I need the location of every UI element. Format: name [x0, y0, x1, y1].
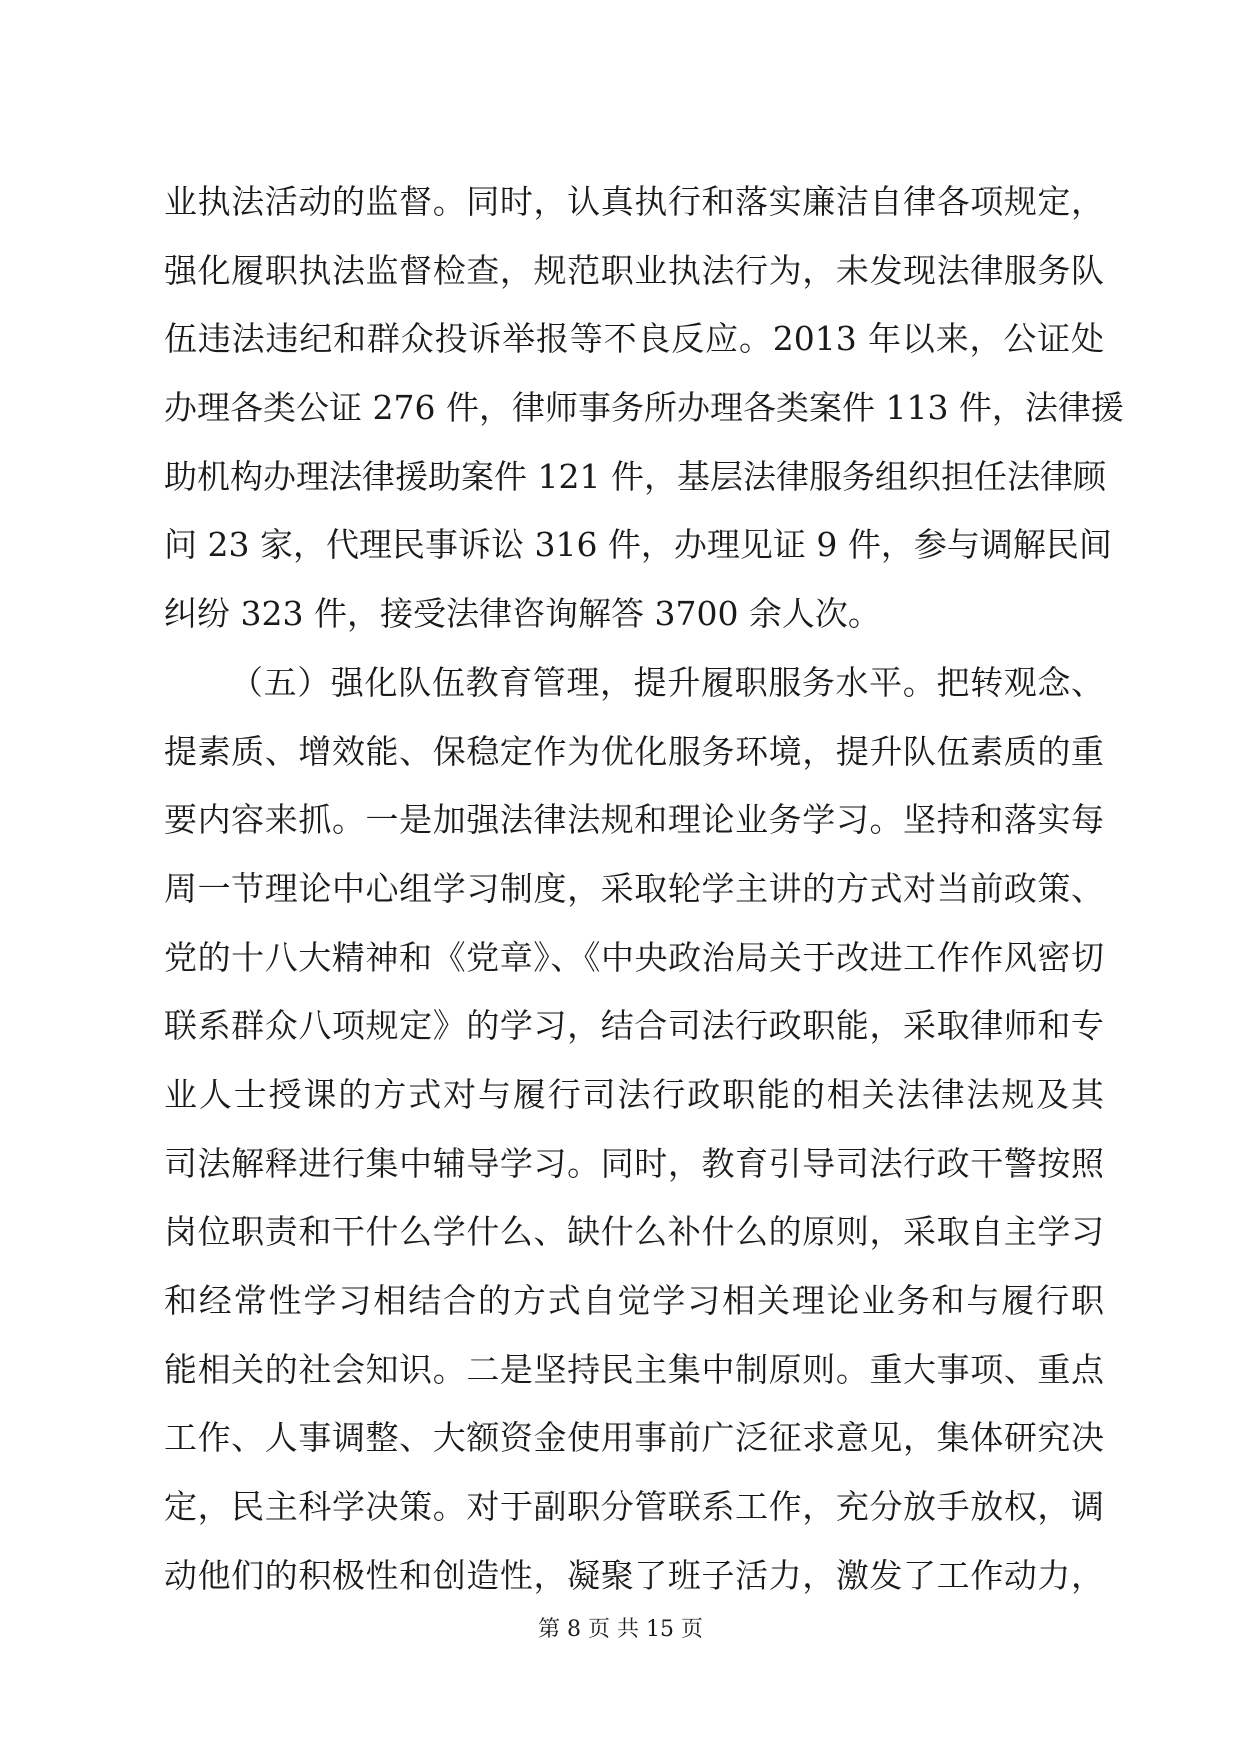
text-line: 岗位职责和干什么学什么、缺什么补什么的原则，采取自主学习	[164, 1212, 1104, 1252]
text-line: 工作、人事调整、大额资金使用事前广泛征求意见，集体研究决	[164, 1418, 1104, 1458]
text-line: 党的十八大精神和《党章》、《中央政治局关于改进工作作风密切	[164, 937, 1104, 977]
text-line: 强化履职执法监督检查，规范职业执法行为，未发现法律服务队	[164, 250, 1104, 290]
text-line: 助机构办理法律援助案件 121 件，基层法律服务组织担任法律顾	[164, 456, 1106, 496]
text-line: 要内容来抓。一是加强法律法规和理论业务学习。坚持和落实每	[164, 800, 1104, 840]
text-line: 能相关的社会知识。二是坚持民主集中制原则。重大事项、重点	[164, 1349, 1104, 1389]
text-line: 周一节理论中心组学习制度，采取轮学主讲的方式对当前政策、	[164, 868, 1104, 908]
text-line: 业人士授课的方式对与履行司法行政职能的相关法律法规及其	[164, 1074, 1104, 1114]
text-line: 动他们的积极性和创造性，凝聚了班子活力，激发了工作动力，	[164, 1555, 1104, 1595]
text-line: 问 23 家，代理民事诉讼 316 件，办理见证 9 件，参与调解民间	[164, 525, 1112, 565]
text-line: 定，民主科学决策。对于副职分管联系工作，充分放手放权，调	[164, 1487, 1104, 1527]
text-line: 和经常性学习相结合的方式自觉学习相关理论业务和与履行职	[164, 1281, 1104, 1320]
text-line: 联系群众八项规定》的学习，结合司法行政职能，采取律师和专	[164, 1006, 1104, 1046]
text-line: 纠纷 323 件，接受法律咨询解答 3700 余人次。	[164, 594, 881, 634]
text-line: 提素质、增效能、保稳定作为优化服务环境，提升队伍素质的重	[164, 731, 1104, 771]
page-footer: 第 8 页 共 15 页	[538, 1617, 703, 1642]
text-line: （五）强化队伍教育管理，提升履职服务水平。把转观念、	[230, 662, 1104, 702]
text-line: 伍违法违纪和群众投诉举报等不良反应。2013 年以来，公证处	[164, 319, 1104, 359]
text-line: 司法解释进行集中辅导学习。同时，教育引导司法行政干警按照	[164, 1143, 1104, 1183]
text-line: 办理各类公证 276 件，律师事务所办理各类案件 113 件，法律援	[164, 388, 1124, 428]
text-line: 业执法活动的监督。同时，认真执行和落实廉洁自律各项规定，	[164, 182, 1104, 221]
body-text	[164, 168, 1124, 1610]
